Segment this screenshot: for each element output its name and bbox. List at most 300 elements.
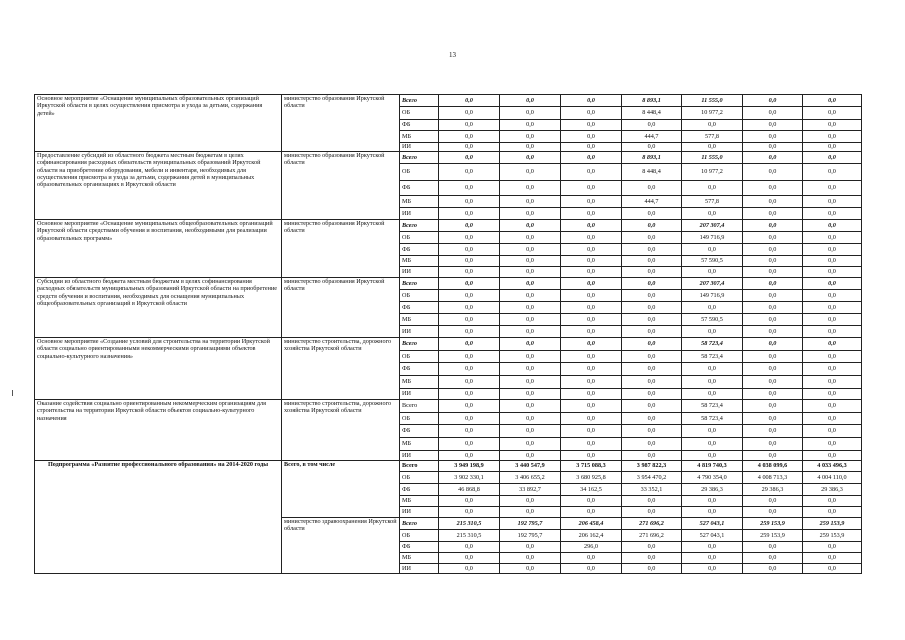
value-cell: 0,0 bbox=[561, 267, 622, 278]
value-cell: 0,0 bbox=[439, 351, 500, 363]
value-cell: 0,0 bbox=[561, 496, 622, 507]
value-cell: 0,0 bbox=[622, 376, 682, 389]
funding-source-cell: МБ bbox=[400, 496, 439, 507]
value-cell: 0,0 bbox=[561, 553, 622, 564]
value-cell: 4 008 713,3 bbox=[743, 472, 803, 484]
funding-source-cell: ФБ bbox=[400, 484, 439, 496]
funding-source-cell: ОБ bbox=[400, 164, 439, 181]
value-cell: 3 902 330,1 bbox=[439, 472, 500, 484]
value-cell: 0,0 bbox=[743, 267, 803, 278]
value-cell: 259 153,9 bbox=[803, 530, 862, 542]
value-cell: 0,0 bbox=[743, 376, 803, 389]
funding-source-cell: МБ bbox=[400, 256, 439, 267]
value-cell: 0,0 bbox=[743, 95, 803, 107]
value-cell: 0,0 bbox=[803, 326, 862, 338]
value-cell: 0,0 bbox=[439, 267, 500, 278]
value-cell: 11 555,0 bbox=[682, 152, 743, 164]
value-cell: 4 038 099,6 bbox=[743, 461, 803, 472]
value-cell: 0,0 bbox=[622, 278, 682, 290]
value-cell: 0,0 bbox=[803, 143, 862, 152]
funding-source-cell: ОБ bbox=[400, 472, 439, 484]
value-cell: 0,0 bbox=[561, 278, 622, 290]
value-cell: 0,0 bbox=[561, 95, 622, 107]
value-cell: 0,0 bbox=[803, 314, 862, 326]
activity-description: Основное мероприятие «Оснащение муниципальных общеобразовательных организаций Иркутской области средствами обучения и воспитания, необходимыми для реализации образовательных программ» bbox=[35, 220, 282, 278]
value-cell: 0,0 bbox=[803, 451, 862, 461]
value-cell: 0,0 bbox=[500, 496, 561, 507]
value-cell: 0,0 bbox=[743, 507, 803, 518]
value-cell: 0,0 bbox=[500, 220, 561, 232]
value-cell: 0,0 bbox=[439, 507, 500, 518]
value-cell: 215 310,5 bbox=[439, 530, 500, 542]
value-cell: 0,0 bbox=[803, 338, 862, 351]
value-cell: 0,0 bbox=[803, 107, 862, 120]
value-cell: 0,0 bbox=[803, 413, 862, 425]
value-cell: 0,0 bbox=[803, 400, 862, 413]
value-cell: 0,0 bbox=[439, 376, 500, 389]
value-cell: 8 448,4 bbox=[622, 107, 682, 120]
value-cell: 0,0 bbox=[500, 95, 561, 107]
value-cell: 4 790 354,0 bbox=[682, 472, 743, 484]
value-cell: 0,0 bbox=[803, 376, 862, 389]
funding-source-cell: ИИ bbox=[400, 564, 439, 574]
value-cell: 0,0 bbox=[743, 542, 803, 553]
value-cell: 0,0 bbox=[622, 120, 682, 131]
value-cell: 0,0 bbox=[622, 302, 682, 314]
value-cell: 3 680 925,8 bbox=[561, 472, 622, 484]
value-cell: 0,0 bbox=[561, 425, 622, 438]
activity-description: Основное мероприятие «Создание условий для строительства на территории Иркутской области социально ориентированными некоммерческими организациями объектов социально-культурного назначения» bbox=[35, 338, 282, 400]
value-cell: 0,0 bbox=[803, 152, 862, 164]
funding-source-cell: ИИ bbox=[400, 143, 439, 152]
value-cell: 0,0 bbox=[622, 542, 682, 553]
value-cell: 0,0 bbox=[803, 278, 862, 290]
executor-cell: министерство образования Иркутской области bbox=[282, 95, 400, 152]
table-row bbox=[35, 220, 862, 232]
value-cell: 207 307,4 bbox=[682, 278, 743, 290]
value-cell: 0,0 bbox=[622, 507, 682, 518]
value-cell: 0,0 bbox=[743, 120, 803, 131]
value-cell: 34 162,5 bbox=[561, 484, 622, 496]
value-cell: 0,0 bbox=[500, 400, 561, 413]
value-cell: 58 723,4 bbox=[682, 351, 743, 363]
value-cell: 0,0 bbox=[803, 438, 862, 451]
value-cell: 0,0 bbox=[500, 131, 561, 143]
value-cell: 0,0 bbox=[743, 314, 803, 326]
value-cell: 33 352,1 bbox=[622, 484, 682, 496]
value-cell: 0,0 bbox=[561, 338, 622, 351]
funding-source-cell: МБ bbox=[400, 314, 439, 326]
value-cell: 0,0 bbox=[500, 451, 561, 461]
funding-source-cell: МБ bbox=[400, 553, 439, 564]
value-cell: 0,0 bbox=[439, 278, 500, 290]
value-cell: 4 033 496,3 bbox=[803, 461, 862, 472]
value-cell: 0,0 bbox=[561, 507, 622, 518]
funding-source-cell: МБ bbox=[400, 376, 439, 389]
executor-cell: министерство образования Иркутской области bbox=[282, 278, 400, 338]
value-cell: 0,0 bbox=[500, 181, 561, 196]
funding-source-cell: МБ bbox=[400, 196, 439, 208]
value-cell: 0,0 bbox=[500, 326, 561, 338]
value-cell: 0,0 bbox=[682, 425, 743, 438]
value-cell: 8 893,1 bbox=[622, 95, 682, 107]
value-cell: 0,0 bbox=[561, 389, 622, 400]
value-cell: 0,0 bbox=[561, 351, 622, 363]
value-cell: 0,0 bbox=[561, 244, 622, 256]
value-cell: 58 723,4 bbox=[682, 338, 743, 351]
funding-source-cell: ОБ bbox=[400, 232, 439, 244]
value-cell: 0,0 bbox=[439, 220, 500, 232]
value-cell: 0,0 bbox=[622, 351, 682, 363]
value-cell: 3 406 655,2 bbox=[500, 472, 561, 484]
value-cell: 0,0 bbox=[561, 232, 622, 244]
value-cell: 0,0 bbox=[682, 120, 743, 131]
funding-source-cell: Всего bbox=[400, 95, 439, 107]
funding-source-cell: ИИ bbox=[400, 451, 439, 461]
value-cell: 149 716,9 bbox=[682, 290, 743, 302]
value-cell: 0,0 bbox=[439, 256, 500, 267]
value-cell: 0,0 bbox=[561, 131, 622, 143]
value-cell: 0,0 bbox=[622, 496, 682, 507]
funding-source-cell: ОБ bbox=[400, 107, 439, 120]
value-cell: 11 555,0 bbox=[682, 95, 743, 107]
value-cell: 259 153,9 bbox=[743, 530, 803, 542]
value-cell: 4 004 110,0 bbox=[803, 472, 862, 484]
value-cell: 0,0 bbox=[439, 302, 500, 314]
value-cell: 0,0 bbox=[622, 438, 682, 451]
value-cell: 0,0 bbox=[803, 244, 862, 256]
value-cell: 271 696,2 bbox=[622, 530, 682, 542]
value-cell: 527 043,1 bbox=[682, 518, 743, 530]
value-cell: 0,0 bbox=[561, 376, 622, 389]
value-cell: 0,0 bbox=[439, 120, 500, 131]
value-cell: 0,0 bbox=[803, 220, 862, 232]
value-cell: 0,0 bbox=[682, 143, 743, 152]
value-cell: 0,0 bbox=[561, 196, 622, 208]
activity-description: Подпрограмма «Развитие профессионального образования» на 2014-2020 годы bbox=[35, 461, 282, 574]
value-cell: 0,0 bbox=[561, 400, 622, 413]
value-cell: 0,0 bbox=[743, 338, 803, 351]
table-row bbox=[35, 461, 862, 472]
value-cell: 0,0 bbox=[682, 389, 743, 400]
value-cell: 0,0 bbox=[439, 107, 500, 120]
value-cell: 0,0 bbox=[743, 302, 803, 314]
value-cell: 0,0 bbox=[439, 363, 500, 376]
value-cell: 0,0 bbox=[439, 451, 500, 461]
funding-source-cell: Всего bbox=[400, 338, 439, 351]
value-cell: 0,0 bbox=[500, 244, 561, 256]
activity-description: Предоставление субсидий из областного бюджета местным бюджетам в целях софинансирования расходных обязательств муниципальных образований Иркутской области на приобретение оборудования, мебели и инвентаря, необходимых для осуществления присмотра и ухода за детьми, содержания детей в муниципальных образовательных организациях в Иркутской области bbox=[35, 152, 282, 220]
value-cell: 4 819 740,3 bbox=[682, 461, 743, 472]
funding-source-cell: ИИ bbox=[400, 267, 439, 278]
value-cell: 0,0 bbox=[561, 220, 622, 232]
value-cell: 207 307,4 bbox=[682, 220, 743, 232]
value-cell: 0,0 bbox=[500, 314, 561, 326]
value-cell: 0,0 bbox=[561, 120, 622, 131]
funding-source-cell: ФБ bbox=[400, 302, 439, 314]
value-cell: 0,0 bbox=[561, 181, 622, 196]
value-cell: 0,0 bbox=[682, 267, 743, 278]
table-row bbox=[35, 338, 862, 351]
value-cell: 0,0 bbox=[803, 507, 862, 518]
value-cell: 0,0 bbox=[500, 564, 561, 574]
value-cell: 0,0 bbox=[682, 363, 743, 376]
funding-source-cell: ФБ bbox=[400, 542, 439, 553]
value-cell: 0,0 bbox=[743, 290, 803, 302]
value-cell: 0,0 bbox=[500, 438, 561, 451]
value-cell: 0,0 bbox=[682, 496, 743, 507]
executor-cell: Всего, в том числе bbox=[282, 461, 400, 518]
value-cell: 8 893,1 bbox=[622, 152, 682, 164]
value-cell: 0,0 bbox=[500, 232, 561, 244]
table-body bbox=[35, 95, 862, 574]
value-cell: 0,0 bbox=[803, 496, 862, 507]
value-cell: 0,0 bbox=[500, 413, 561, 425]
value-cell: 0,0 bbox=[743, 413, 803, 425]
value-cell: 0,0 bbox=[743, 220, 803, 232]
funding-source-cell: МБ bbox=[400, 438, 439, 451]
value-cell: 0,0 bbox=[561, 164, 622, 181]
value-cell: 0,0 bbox=[743, 278, 803, 290]
value-cell: 0,0 bbox=[682, 376, 743, 389]
value-cell: 0,0 bbox=[803, 95, 862, 107]
value-cell: 0,0 bbox=[743, 400, 803, 413]
value-cell: 0,0 bbox=[500, 553, 561, 564]
value-cell: 0,0 bbox=[682, 181, 743, 196]
value-cell: 0,0 bbox=[500, 152, 561, 164]
value-cell: 58 723,4 bbox=[682, 400, 743, 413]
value-cell: 0,0 bbox=[622, 208, 682, 220]
value-cell: 0,0 bbox=[743, 131, 803, 143]
funding-source-cell: ИИ bbox=[400, 389, 439, 400]
funding-source-cell: Всего bbox=[400, 461, 439, 472]
value-cell: 0,0 bbox=[439, 389, 500, 400]
value-cell: 0,0 bbox=[622, 425, 682, 438]
value-cell: 0,0 bbox=[803, 208, 862, 220]
value-cell: 0,0 bbox=[622, 400, 682, 413]
value-cell: 0,0 bbox=[743, 181, 803, 196]
table-row bbox=[35, 400, 862, 413]
value-cell: 0,0 bbox=[803, 267, 862, 278]
value-cell: 0,0 bbox=[500, 351, 561, 363]
value-cell: 0,0 bbox=[439, 208, 500, 220]
value-cell: 8 448,4 bbox=[622, 164, 682, 181]
value-cell: 577,8 bbox=[682, 131, 743, 143]
value-cell: 0,0 bbox=[622, 564, 682, 574]
value-cell: 527 043,1 bbox=[682, 530, 743, 542]
funding-source-cell: ОБ bbox=[400, 351, 439, 363]
value-cell: 0,0 bbox=[743, 425, 803, 438]
value-cell: 0,0 bbox=[682, 208, 743, 220]
value-cell: 0,0 bbox=[500, 267, 561, 278]
value-cell: 0,0 bbox=[561, 451, 622, 461]
funding-source-cell: ОБ bbox=[400, 530, 439, 542]
value-cell: 0,0 bbox=[439, 164, 500, 181]
margin-mark bbox=[12, 390, 13, 396]
value-cell: 0,0 bbox=[500, 143, 561, 152]
table-row bbox=[35, 278, 862, 290]
value-cell: 0,0 bbox=[500, 376, 561, 389]
value-cell: 0,0 bbox=[561, 107, 622, 120]
value-cell: 149 716,9 bbox=[682, 232, 743, 244]
executor-cell: министерство образования Иркутской области bbox=[282, 152, 400, 220]
value-cell: 0,0 bbox=[743, 389, 803, 400]
value-cell: 0,0 bbox=[439, 400, 500, 413]
value-cell: 0,0 bbox=[439, 564, 500, 574]
value-cell: 444,7 bbox=[622, 196, 682, 208]
value-cell: 0,0 bbox=[561, 143, 622, 152]
value-cell: 58 723,4 bbox=[682, 413, 743, 425]
value-cell: 0,0 bbox=[439, 143, 500, 152]
funding-source-cell: ОБ bbox=[400, 290, 439, 302]
value-cell: 0,0 bbox=[743, 438, 803, 451]
executor-cell: министерство строительства, дорожного хозяйства Иркутской области bbox=[282, 338, 400, 400]
funding-source-cell: ФБ bbox=[400, 120, 439, 131]
funding-source-cell: Всего bbox=[400, 518, 439, 530]
value-cell: 0,0 bbox=[622, 267, 682, 278]
funding-source-cell: ФБ bbox=[400, 244, 439, 256]
value-cell: 0,0 bbox=[439, 232, 500, 244]
page-number: 13 bbox=[449, 51, 456, 59]
value-cell: 0,0 bbox=[622, 244, 682, 256]
value-cell: 0,0 bbox=[622, 256, 682, 267]
value-cell: 215 310,5 bbox=[439, 518, 500, 530]
value-cell: 0,0 bbox=[622, 232, 682, 244]
value-cell: 0,0 bbox=[622, 413, 682, 425]
value-cell: 0,0 bbox=[622, 363, 682, 376]
value-cell: 0,0 bbox=[803, 389, 862, 400]
value-cell: 0,0 bbox=[622, 451, 682, 461]
value-cell: 3 949 198,9 bbox=[439, 461, 500, 472]
value-cell: 0,0 bbox=[803, 351, 862, 363]
value-cell: 0,0 bbox=[500, 389, 561, 400]
funding-source-cell: МБ bbox=[400, 131, 439, 143]
value-cell: 0,0 bbox=[743, 152, 803, 164]
value-cell: 0,0 bbox=[803, 542, 862, 553]
activity-description: Субсидии из областного бюджета местным бюджетам в целях софинансирования расходных обязательств муниципальных образований Иркутской области на приобретение средств обучения и воспитания, необходимых для оснащения муниципальных общеобразовательных организаций в Иркутской области bbox=[35, 278, 282, 338]
value-cell: 0,0 bbox=[500, 164, 561, 181]
value-cell: 46 868,8 bbox=[439, 484, 500, 496]
funding-source-cell: Всего bbox=[400, 278, 439, 290]
value-cell: 444,7 bbox=[622, 131, 682, 143]
value-cell: 0,0 bbox=[743, 256, 803, 267]
value-cell: 33 892,7 bbox=[500, 484, 561, 496]
value-cell: 0,0 bbox=[561, 302, 622, 314]
value-cell: 0,0 bbox=[622, 389, 682, 400]
value-cell: 0,0 bbox=[500, 196, 561, 208]
value-cell: 57 590,5 bbox=[682, 314, 743, 326]
funding-table bbox=[34, 94, 862, 574]
value-cell: 0,0 bbox=[561, 413, 622, 425]
value-cell: 10 977,2 bbox=[682, 107, 743, 120]
value-cell: 29 386,3 bbox=[803, 484, 862, 496]
executor-cell: министерство здравоохранения Иркутской области bbox=[282, 518, 400, 574]
value-cell: 0,0 bbox=[439, 326, 500, 338]
value-cell: 0,0 bbox=[803, 302, 862, 314]
value-cell: 192 795,7 bbox=[500, 530, 561, 542]
value-cell: 577,8 bbox=[682, 196, 743, 208]
value-cell: 0,0 bbox=[500, 256, 561, 267]
value-cell: 3 987 822,3 bbox=[622, 461, 682, 472]
value-cell: 10 977,2 bbox=[682, 164, 743, 181]
value-cell: 29 386,3 bbox=[743, 484, 803, 496]
value-cell: 0,0 bbox=[622, 290, 682, 302]
value-cell: 0,0 bbox=[439, 196, 500, 208]
value-cell: 0,0 bbox=[439, 425, 500, 438]
value-cell: 0,0 bbox=[803, 196, 862, 208]
value-cell: 0,0 bbox=[500, 107, 561, 120]
value-cell: 0,0 bbox=[803, 553, 862, 564]
value-cell: 0,0 bbox=[500, 338, 561, 351]
value-cell: 0,0 bbox=[439, 542, 500, 553]
value-cell: 0,0 bbox=[803, 564, 862, 574]
value-cell: 0,0 bbox=[803, 425, 862, 438]
value-cell: 0,0 bbox=[682, 542, 743, 553]
funding-source-cell: Всего bbox=[400, 220, 439, 232]
value-cell: 0,0 bbox=[561, 152, 622, 164]
value-cell: 0,0 bbox=[561, 326, 622, 338]
value-cell: 0,0 bbox=[439, 438, 500, 451]
funding-source-cell: ИИ bbox=[400, 507, 439, 518]
value-cell: 0,0 bbox=[682, 451, 743, 461]
value-cell: 0,0 bbox=[439, 338, 500, 351]
value-cell: 0,0 bbox=[500, 278, 561, 290]
value-cell: 0,0 bbox=[439, 131, 500, 143]
value-cell: 0,0 bbox=[561, 290, 622, 302]
value-cell: 0,0 bbox=[439, 244, 500, 256]
value-cell: 0,0 bbox=[743, 326, 803, 338]
value-cell: 259 153,9 bbox=[803, 518, 862, 530]
value-cell: 192 795,7 bbox=[500, 518, 561, 530]
value-cell: 0,0 bbox=[803, 363, 862, 376]
value-cell: 0,0 bbox=[743, 107, 803, 120]
value-cell: 0,0 bbox=[622, 553, 682, 564]
value-cell: 0,0 bbox=[803, 256, 862, 267]
value-cell: 29 386,3 bbox=[682, 484, 743, 496]
value-cell: 0,0 bbox=[439, 181, 500, 196]
value-cell: 0,0 bbox=[682, 507, 743, 518]
value-cell: 0,0 bbox=[439, 95, 500, 107]
value-cell: 0,0 bbox=[743, 496, 803, 507]
value-cell: 0,0 bbox=[500, 425, 561, 438]
value-cell: 0,0 bbox=[803, 131, 862, 143]
value-cell: 0,0 bbox=[803, 232, 862, 244]
value-cell: 0,0 bbox=[439, 496, 500, 507]
value-cell: 0,0 bbox=[561, 438, 622, 451]
value-cell: 0,0 bbox=[682, 302, 743, 314]
value-cell: 0,0 bbox=[500, 290, 561, 302]
funding-source-cell: ИИ bbox=[400, 326, 439, 338]
value-cell: 271 696,2 bbox=[622, 518, 682, 530]
funding-source-cell: ФБ bbox=[400, 181, 439, 196]
value-cell: 0,0 bbox=[439, 553, 500, 564]
funding-source-cell: Всего bbox=[400, 400, 439, 413]
value-cell: 0,0 bbox=[743, 208, 803, 220]
value-cell: 0,0 bbox=[743, 244, 803, 256]
value-cell: 0,0 bbox=[743, 196, 803, 208]
value-cell: 0,0 bbox=[561, 208, 622, 220]
value-cell: 206 162,4 bbox=[561, 530, 622, 542]
value-cell: 0,0 bbox=[439, 290, 500, 302]
value-cell: 0,0 bbox=[743, 351, 803, 363]
value-cell: 0,0 bbox=[439, 413, 500, 425]
value-cell: 0,0 bbox=[622, 143, 682, 152]
value-cell: 0,0 bbox=[500, 542, 561, 553]
value-cell: 206 458,4 bbox=[561, 518, 622, 530]
funding-source-cell: ОБ bbox=[400, 413, 439, 425]
funding-source-cell: Всего bbox=[400, 152, 439, 164]
value-cell: 0,0 bbox=[743, 564, 803, 574]
